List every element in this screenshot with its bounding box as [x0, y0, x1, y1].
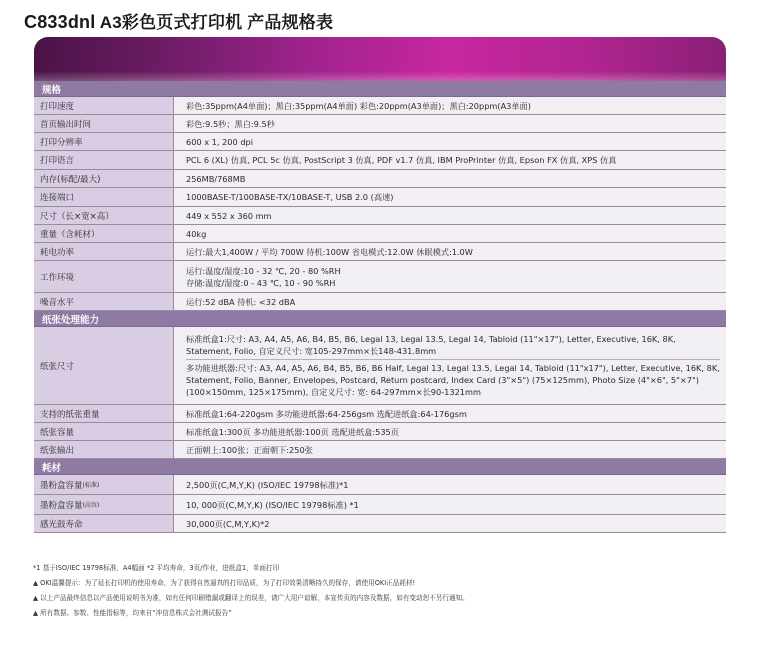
- spec-label: 纸张输出: [34, 441, 174, 458]
- spec-label: 打印语言: [34, 151, 174, 169]
- footnote: ▲ 所有数据、参数、性能指标等，均来自“冲信息株式会社测试报告”: [33, 609, 232, 617]
- spec-value: [174, 151, 726, 169]
- spec-value-text: 30,000页(C,M,Y,K)*2: [186, 518, 270, 529]
- spec-value: [174, 97, 726, 114]
- spec-value-text: 彩色:9.5秒；黑白:9.5秒: [186, 118, 275, 129]
- spec-row: [34, 225, 726, 243]
- footnotes: [33, 561, 733, 621]
- spec-value: [174, 225, 726, 242]
- spec-label: 打印速度: [34, 97, 174, 114]
- spec-value-text: 449 x 552 x 360 mm: [186, 210, 272, 221]
- spec-row: [34, 151, 726, 170]
- spec-table: [34, 37, 726, 554]
- spec-label: 耗电功率: [34, 243, 174, 260]
- spec-value-text: 运行:52 dBA 待机: <32 dBA: [186, 296, 296, 307]
- spec-label: 工作环境: [34, 261, 174, 292]
- spec-label: 墨粉盒容量 (高容): [34, 495, 174, 514]
- footnote: ▲ 以上产品最终信息以产品使用说明书为准，如有任何印刷错漏或翻译上的误差，请广大用户谅解，本宣传页的内容及数据，如有变动恕不另行通知。: [33, 594, 469, 602]
- page-title: [24, 8, 333, 33]
- spec-value-text: 600 x 1, 200 dpi: [186, 136, 253, 147]
- spec-value-text: 40kg: [186, 228, 207, 239]
- spec-value-text: 256MB/768MB: [186, 173, 246, 184]
- spec-label: 噪音水平: [34, 293, 174, 310]
- spec-value-text: 运行:温度/湿度:10 - 32 ℃, 20 - 80 %RH 存储:温度/湿度:0 - 43 ℃, 10 - 90 %RH: [186, 265, 341, 288]
- spec-row: [34, 243, 726, 261]
- spec-value: [174, 515, 726, 532]
- spec-value-text: 运行:最大1,400W / 平均 700W 待机:100W 省电模式:12.0W 休眠模式:1.0W: [186, 246, 473, 257]
- spec-value-text: 标准纸盒1:64-220gsm 多功能进纸器:64-256gsm 选配进纸盒:64-176gsm: [186, 408, 467, 419]
- spec-value: [174, 441, 726, 458]
- spec-row: [34, 293, 726, 311]
- spec-value: [174, 495, 726, 514]
- spec-label: 墨粉盒容量 (标准): [34, 475, 174, 494]
- spec-row: [34, 97, 726, 115]
- spec-label: 支持的纸张重量: [34, 405, 174, 422]
- spec-value-text: PCL 6 (XL) 仿真, PCL 5c 仿真, PostScript 3 仿真, PDF v1.7 仿真, IBM ProPrinter 仿真, Epson FX 仿真, XPS 仿真: [186, 155, 617, 165]
- spec-value: [174, 293, 726, 310]
- spec-rows: [34, 81, 726, 533]
- spec-value-text: 标准纸盒1:尺寸: A3, A4, A5, A6, B4, B5, B6, Legal 13, Legal 13.5, Legal 14, Tabloid (11"×17"), Letter, Executive, 16K, 8K, Statement, Folio, 自定义尺寸: 宽105-297mm×长148-431.8mm: [186, 334, 676, 356]
- spec-row: [34, 327, 726, 405]
- spec-label-qualifier: (标准): [82, 482, 100, 489]
- spec-row: [34, 405, 726, 423]
- spec-value-text: 彩色:35ppm(A4单面)；黑白:35ppm(A4单面) 彩色:20ppm(A3单面)；黑白:20ppm(A3单面): [186, 100, 531, 111]
- spec-row: [34, 475, 726, 495]
- spec-row: [34, 188, 726, 207]
- header-banner: [34, 37, 726, 81]
- model-name: C833dnl: [24, 12, 96, 32]
- spec-label: 连接端口: [34, 188, 174, 206]
- spec-row: [34, 115, 726, 133]
- spec-row: [34, 261, 726, 293]
- spec-row: [34, 441, 726, 459]
- spec-label: 感光鼓寿命: [34, 515, 174, 532]
- spec-row: [34, 170, 726, 188]
- spec-value-text: 多功能进纸器:尺寸: A3, A4, A5, A6, B4, B5, B6, B6 Half, Legal 13, Legal 13.5, Legal 14, Tabloid (11"x17"), Letter, Executive, 16K, 8K, Statement, Folio, Banner, Envelopes, Postcard, Return postcard, Index Card (3"×5") (75×125mm), Photo Size (4"×6", 5"×7") (100×150mm, 125×175mm), 自定义尺寸: 宽: 64-297mm×长90-1321mm: [186, 359, 720, 400]
- section-heading: 耗材: [34, 459, 726, 475]
- spec-row: [34, 515, 726, 533]
- section-heading: 纸张处理能力: [34, 311, 726, 327]
- spec-value: [174, 243, 726, 260]
- spec-value: [174, 405, 726, 422]
- spec-value-text: 2,500页(C,M,Y,K) (ISO/IEC 19798标准)*1: [186, 479, 349, 490]
- spec-value: [174, 423, 726, 440]
- footnote: *1 基于ISO/IEC 19798标准，A4幅面 *2 平均寿命，3页/作业，进纸盒1，单面打印: [33, 564, 280, 572]
- spec-value: [174, 133, 726, 150]
- spec-row: [34, 423, 726, 441]
- spec-label-qualifier: (高容): [82, 502, 100, 509]
- spec-value: [174, 170, 726, 187]
- spec-value: [174, 115, 726, 132]
- spec-value-text: 1000BASE-T/100BASE-TX/10BASE-T, USB 2.0 (高速): [186, 192, 394, 202]
- spec-value: [174, 261, 726, 292]
- spec-row: [34, 495, 726, 515]
- section-heading: 规格: [34, 81, 726, 97]
- spec-label: 纸张尺寸: [34, 327, 174, 404]
- spec-value-text: 标准纸盒1:300页 多功能进纸器:100页 选配进纸盒:535页: [186, 426, 399, 437]
- spec-value: [174, 327, 726, 404]
- footnote: ▲ OKI温馨提示：为了延长打印机的使用寿命，为了获得自然逼真的打印品质，为了打印效果清晰持久的保存，请使用OKI正品耗材!: [33, 579, 416, 587]
- spec-label: 重量（含耗材）: [34, 225, 174, 242]
- spec-row: [34, 207, 726, 225]
- spec-label: 首页输出时间: [34, 115, 174, 132]
- spec-label: 纸张容量: [34, 423, 174, 440]
- spec-label: 尺寸（长×宽×高）: [34, 207, 174, 224]
- spec-value-text: 10, 000页(C,M,Y,K) (ISO/IEC 19798标准) *1: [186, 499, 359, 510]
- title-text: A3彩色页式打印机 产品规格表: [99, 13, 334, 32]
- spec-value: [174, 207, 726, 224]
- spec-value: [174, 475, 726, 494]
- spec-row: [34, 133, 726, 151]
- spec-value-text: 正面朝上:100张；正面朝下:250张: [186, 444, 313, 455]
- spec-value: [174, 188, 726, 206]
- spec-label: 打印分辨率: [34, 133, 174, 150]
- spec-label: 内存(标配/最大): [34, 170, 174, 187]
